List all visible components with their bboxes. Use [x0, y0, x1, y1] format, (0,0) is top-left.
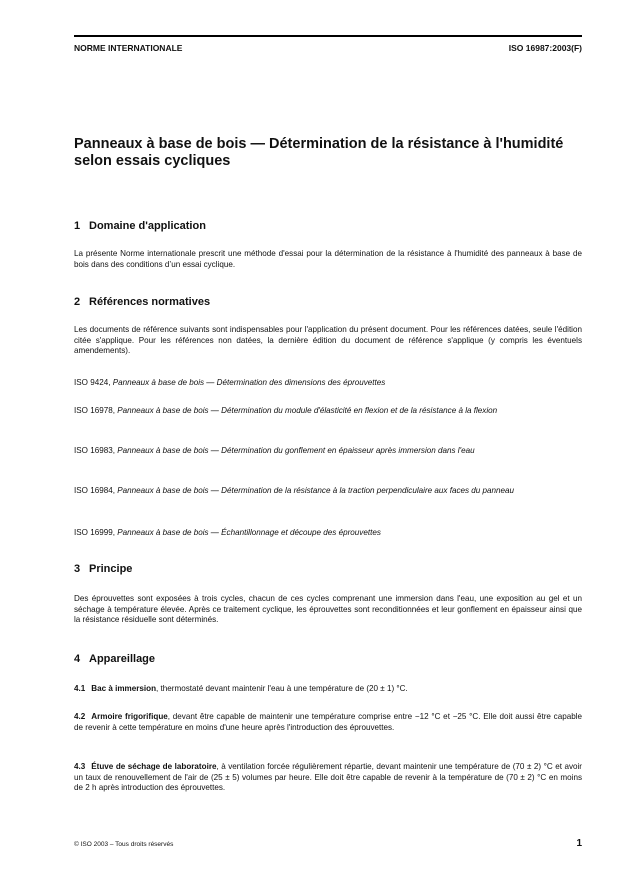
subclause-4-1	[74, 684, 582, 695]
page-number: 1	[576, 838, 582, 849]
subclause-text: , thermostaté devant maintenir l'eau à une température de (20 ± 1) °C.	[156, 684, 408, 693]
reference-code: ISO 16978,	[74, 406, 115, 415]
section-title: Principe	[89, 563, 133, 575]
subclause-4-3	[74, 762, 582, 794]
section-number: 3	[74, 563, 81, 575]
reference-item	[74, 406, 582, 417]
section-2-heading	[74, 296, 210, 308]
reference-title: Panneaux à base de bois — Détermination du gonflement en épaisseur après immersion dans l'eau	[117, 446, 475, 455]
page-header	[74, 35, 582, 53]
reference-code: ISO 16984,	[74, 486, 115, 495]
subclause-term: Étuve de séchage de laboratoire	[91, 762, 217, 771]
reference-title: Panneaux à base de bois — Détermination de la résistance à la traction perpendiculaire aux faces du panneau	[117, 486, 515, 495]
section-4-heading	[74, 653, 155, 665]
reference-title: Panneaux à base de bois — Détermination des dimensions des éprouvettes	[112, 378, 386, 387]
section-title: Domaine d'application	[89, 220, 206, 232]
section-title: Références normatives	[89, 296, 211, 308]
reference-title: Panneaux à base de bois — Échantillonnage et découpe des éprouvettes	[117, 528, 381, 537]
section-1-heading	[74, 220, 206, 232]
document-title: Panneaux à base de bois — Détermination de la résistance à l'humidité selon essais cycliques	[74, 136, 564, 169]
subclause-text: , devant être capable de maintenir une température comprise entre −12 °C et −25 °C. Elle doit aussi être capable de revenir à cette température en moins d'une heure après l'introduction des éprouvettes.	[74, 712, 583, 732]
section-title: Appareillage	[89, 653, 156, 665]
reference-item	[74, 446, 582, 457]
reference-code: ISO 16983,	[74, 446, 115, 455]
copyright-notice: © ISO 2003 – Tous droits réservés	[74, 841, 174, 848]
reference-code: ISO 9424,	[74, 378, 111, 387]
reference-title: Panneaux à base de bois — Détermination du module d'élasticité en flexion et de la résistance à la flexion	[117, 406, 498, 415]
header-right: ISO 16987:2003(F)	[508, 43, 582, 53]
section-number: 1	[74, 220, 81, 232]
section-2-text: Les documents de référence suivants sont indispensables pour l'application du présent document. Pour les références datées, seule l'édition citée s'applique. Pour les références non datées, la dernière édition du document de référence s'applique (y compris les éventuels amendements).	[74, 325, 582, 355]
section-3-text: Des éprouvettes sont exposées à trois cycles, chacun de ces cycles comprenant une immersion dans l'eau, une exposition au gel et un séchage à température élevée. Après ce traitement cyclique, les éprouvettes sont reconditionnées et leur gonflement en épaisseur ainsi que la résistance résiduelle sont déterminés.	[74, 594, 582, 624]
subclause-text: , à ventilation forcée régulièrement répartie, devant maintenir une température de (70 ± 2) °C et avoir un taux de renouvellement de l'air de (25 ± 5) volumes par heure. Elle doit être capable de revenir à la température de (70 ± 2) °C en moins de 2 h après introduction des éprouvettes.	[74, 762, 583, 792]
section-1-text: La présente Norme internationale prescrit une méthode d'essai pour la détermination de la résistance à l'humidité des panneaux à base de bois dans des conditions d’un essai cyclique.	[74, 249, 582, 269]
subclause-number: 4.1	[74, 684, 86, 693]
header-left: NORME INTERNATIONALE	[74, 43, 183, 53]
subclause-term: Armoire frigorifique	[91, 712, 168, 721]
reference-item	[74, 486, 582, 497]
subclause-number: 4.2	[74, 712, 86, 721]
section-3-heading	[74, 563, 132, 575]
subclause-term: Bac à immersion	[91, 684, 157, 693]
reference-item	[74, 378, 582, 389]
section-number: 2	[74, 296, 81, 308]
subclause-4-2	[74, 712, 582, 733]
section-number: 4	[74, 653, 81, 665]
subclause-number: 4.3	[74, 762, 86, 771]
page-footer	[74, 838, 582, 849]
reference-item	[74, 528, 582, 539]
reference-code: ISO 16999,	[74, 528, 115, 537]
